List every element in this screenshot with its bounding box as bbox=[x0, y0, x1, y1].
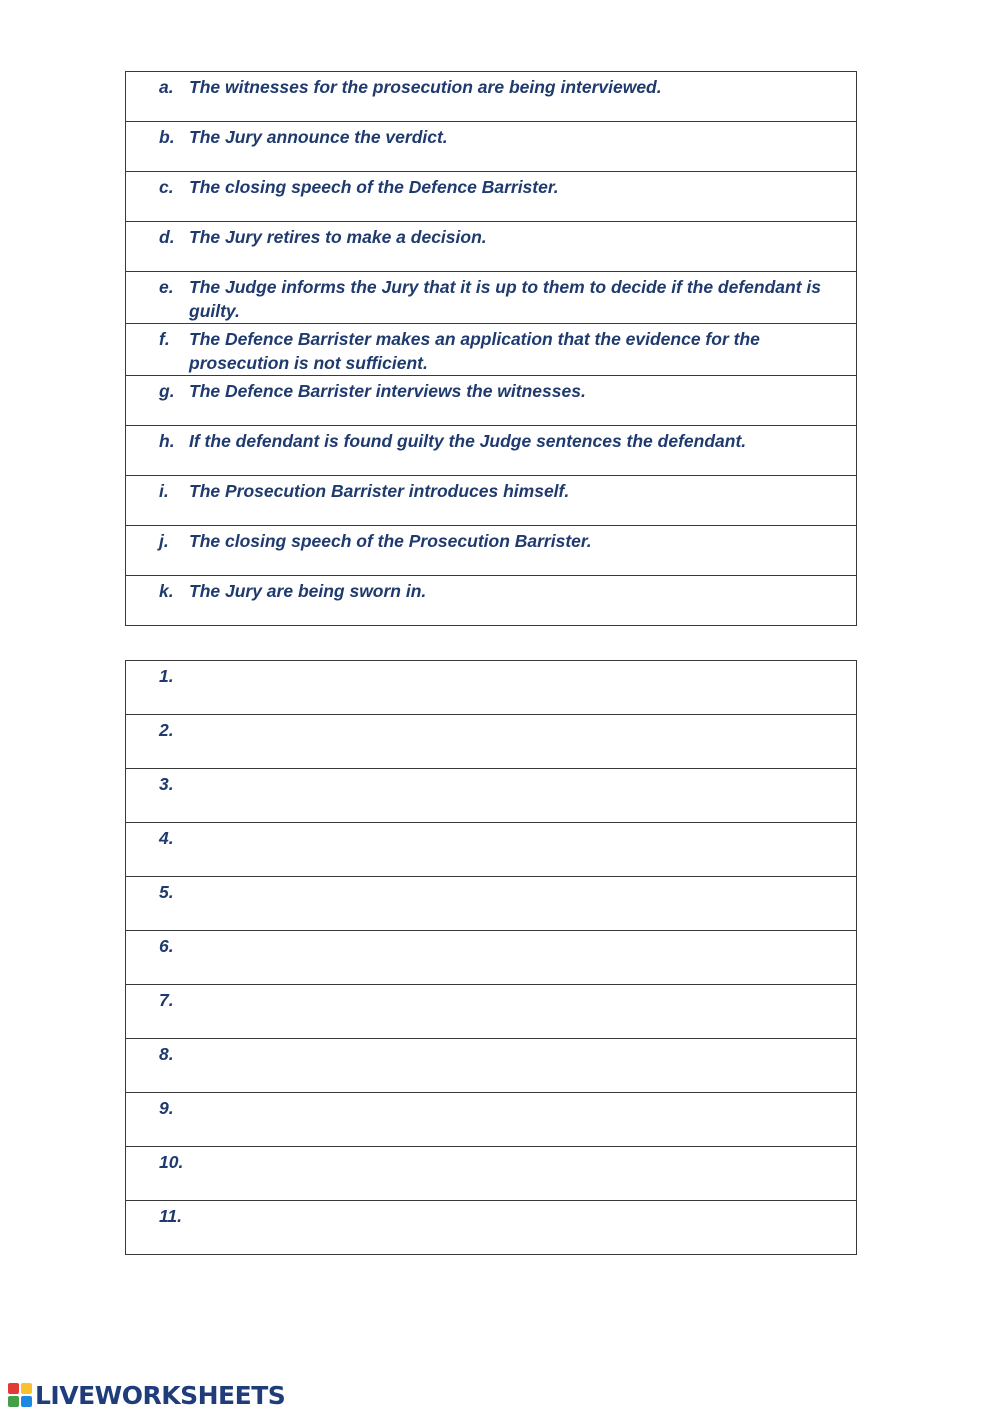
event-cell bbox=[126, 222, 857, 272]
answer-number: 5. bbox=[159, 882, 174, 902]
answer-number: 2. bbox=[159, 720, 174, 740]
answer-row bbox=[126, 1039, 857, 1093]
logo-text: LIVEWORKSHEETS bbox=[35, 1380, 286, 1410]
event-letter: d. bbox=[159, 227, 175, 247]
event-row bbox=[126, 526, 857, 576]
event-text: The Defence Barrister interviews the witnesses. bbox=[189, 381, 586, 401]
event-cell bbox=[126, 526, 857, 576]
event-row bbox=[126, 222, 857, 272]
answer-cell[interactable] bbox=[126, 1093, 857, 1147]
event-row bbox=[126, 324, 857, 376]
answer-row bbox=[126, 877, 857, 931]
answer-cell[interactable] bbox=[126, 1201, 857, 1255]
answer-cell[interactable] bbox=[126, 877, 857, 931]
answer-cell[interactable] bbox=[126, 661, 857, 715]
answer-cell[interactable] bbox=[126, 1039, 857, 1093]
event-row bbox=[126, 376, 857, 426]
answer-row bbox=[126, 931, 857, 985]
event-row bbox=[126, 476, 857, 526]
event-text: The closing speech of the Defence Barrister. bbox=[189, 177, 559, 197]
answer-number: 8. bbox=[159, 1044, 174, 1064]
event-row bbox=[126, 72, 857, 122]
events-table bbox=[125, 71, 857, 626]
event-letter: k. bbox=[159, 581, 174, 601]
event-text: If the defendant is found guilty the Judge sentences the defendant. bbox=[189, 431, 747, 451]
event-item bbox=[126, 576, 856, 603]
event-item bbox=[126, 272, 856, 323]
event-cell bbox=[126, 172, 857, 222]
answer-cell[interactable] bbox=[126, 1147, 857, 1201]
answer-cell[interactable] bbox=[126, 769, 857, 823]
logo-mark-square bbox=[21, 1396, 32, 1407]
liveworksheets-logo[interactable] bbox=[8, 1380, 285, 1410]
event-text: The witnesses for the prosecution are being interviewed. bbox=[189, 77, 662, 97]
event-cell bbox=[126, 72, 857, 122]
event-text: The Prosecution Barrister introduces himself. bbox=[189, 481, 570, 501]
answer-row bbox=[126, 661, 857, 715]
answer-cell[interactable] bbox=[126, 931, 857, 985]
event-cell bbox=[126, 122, 857, 172]
event-text: The closing speech of the Prosecution Barrister. bbox=[189, 531, 592, 551]
event-item bbox=[126, 72, 856, 99]
event-text: The Judge informs the Jury that it is up to them to decide if the defendant is guilty. bbox=[189, 277, 821, 321]
answer-row bbox=[126, 715, 857, 769]
event-row bbox=[126, 172, 857, 222]
answer-cell[interactable] bbox=[126, 823, 857, 877]
event-letter: g. bbox=[159, 381, 175, 401]
answers-table bbox=[125, 660, 857, 1255]
event-cell bbox=[126, 272, 857, 324]
answer-row bbox=[126, 769, 857, 823]
event-letter: e. bbox=[159, 277, 174, 297]
logo-mark-square bbox=[21, 1383, 32, 1394]
event-cell bbox=[126, 376, 857, 426]
answer-number: 10. bbox=[159, 1152, 184, 1172]
answer-row bbox=[126, 1147, 857, 1201]
event-text: The Jury are being sworn in. bbox=[189, 581, 427, 601]
answers-table-body bbox=[126, 661, 857, 1255]
event-item bbox=[126, 526, 856, 553]
event-item bbox=[126, 122, 856, 149]
event-letter: f. bbox=[159, 329, 170, 349]
events-table-body bbox=[126, 72, 857, 626]
answer-number: 11. bbox=[159, 1206, 183, 1226]
event-letter: j. bbox=[159, 531, 169, 551]
event-cell bbox=[126, 426, 857, 476]
answer-cell[interactable] bbox=[126, 715, 857, 769]
event-cell bbox=[126, 324, 857, 376]
event-cell bbox=[126, 576, 857, 626]
answer-row bbox=[126, 1093, 857, 1147]
event-item bbox=[126, 222, 856, 249]
event-letter: i. bbox=[159, 481, 169, 501]
event-row bbox=[126, 122, 857, 172]
event-row bbox=[126, 426, 857, 476]
event-letter: h. bbox=[159, 431, 175, 451]
event-cell bbox=[126, 476, 857, 526]
answer-number: 4. bbox=[159, 828, 174, 848]
event-item bbox=[126, 376, 856, 403]
logo-mark-icon bbox=[8, 1383, 32, 1407]
event-text: The Jury retires to make a decision. bbox=[189, 227, 487, 247]
logo-mark-square bbox=[8, 1396, 19, 1407]
answer-row bbox=[126, 985, 857, 1039]
event-item bbox=[126, 172, 856, 199]
event-text: The Jury announce the verdict. bbox=[189, 127, 448, 147]
answer-number: 7. bbox=[159, 990, 174, 1010]
answer-number: 9. bbox=[159, 1098, 174, 1118]
event-text: The Defence Barrister makes an application that the evidence for the prosecution is not sufficient. bbox=[189, 329, 760, 373]
answer-row bbox=[126, 1201, 857, 1255]
event-item bbox=[126, 476, 856, 503]
event-row bbox=[126, 576, 857, 626]
answer-number: 1. bbox=[159, 666, 174, 686]
logo-mark-square bbox=[8, 1383, 19, 1394]
event-item bbox=[126, 324, 856, 375]
answer-row bbox=[126, 823, 857, 877]
answer-number: 6. bbox=[159, 936, 174, 956]
event-letter: b. bbox=[159, 127, 175, 147]
event-letter: a. bbox=[159, 77, 174, 97]
event-letter: c. bbox=[159, 177, 174, 197]
answer-cell[interactable] bbox=[126, 985, 857, 1039]
event-item bbox=[126, 426, 856, 453]
answer-number: 3. bbox=[159, 774, 174, 794]
event-row bbox=[126, 272, 857, 324]
